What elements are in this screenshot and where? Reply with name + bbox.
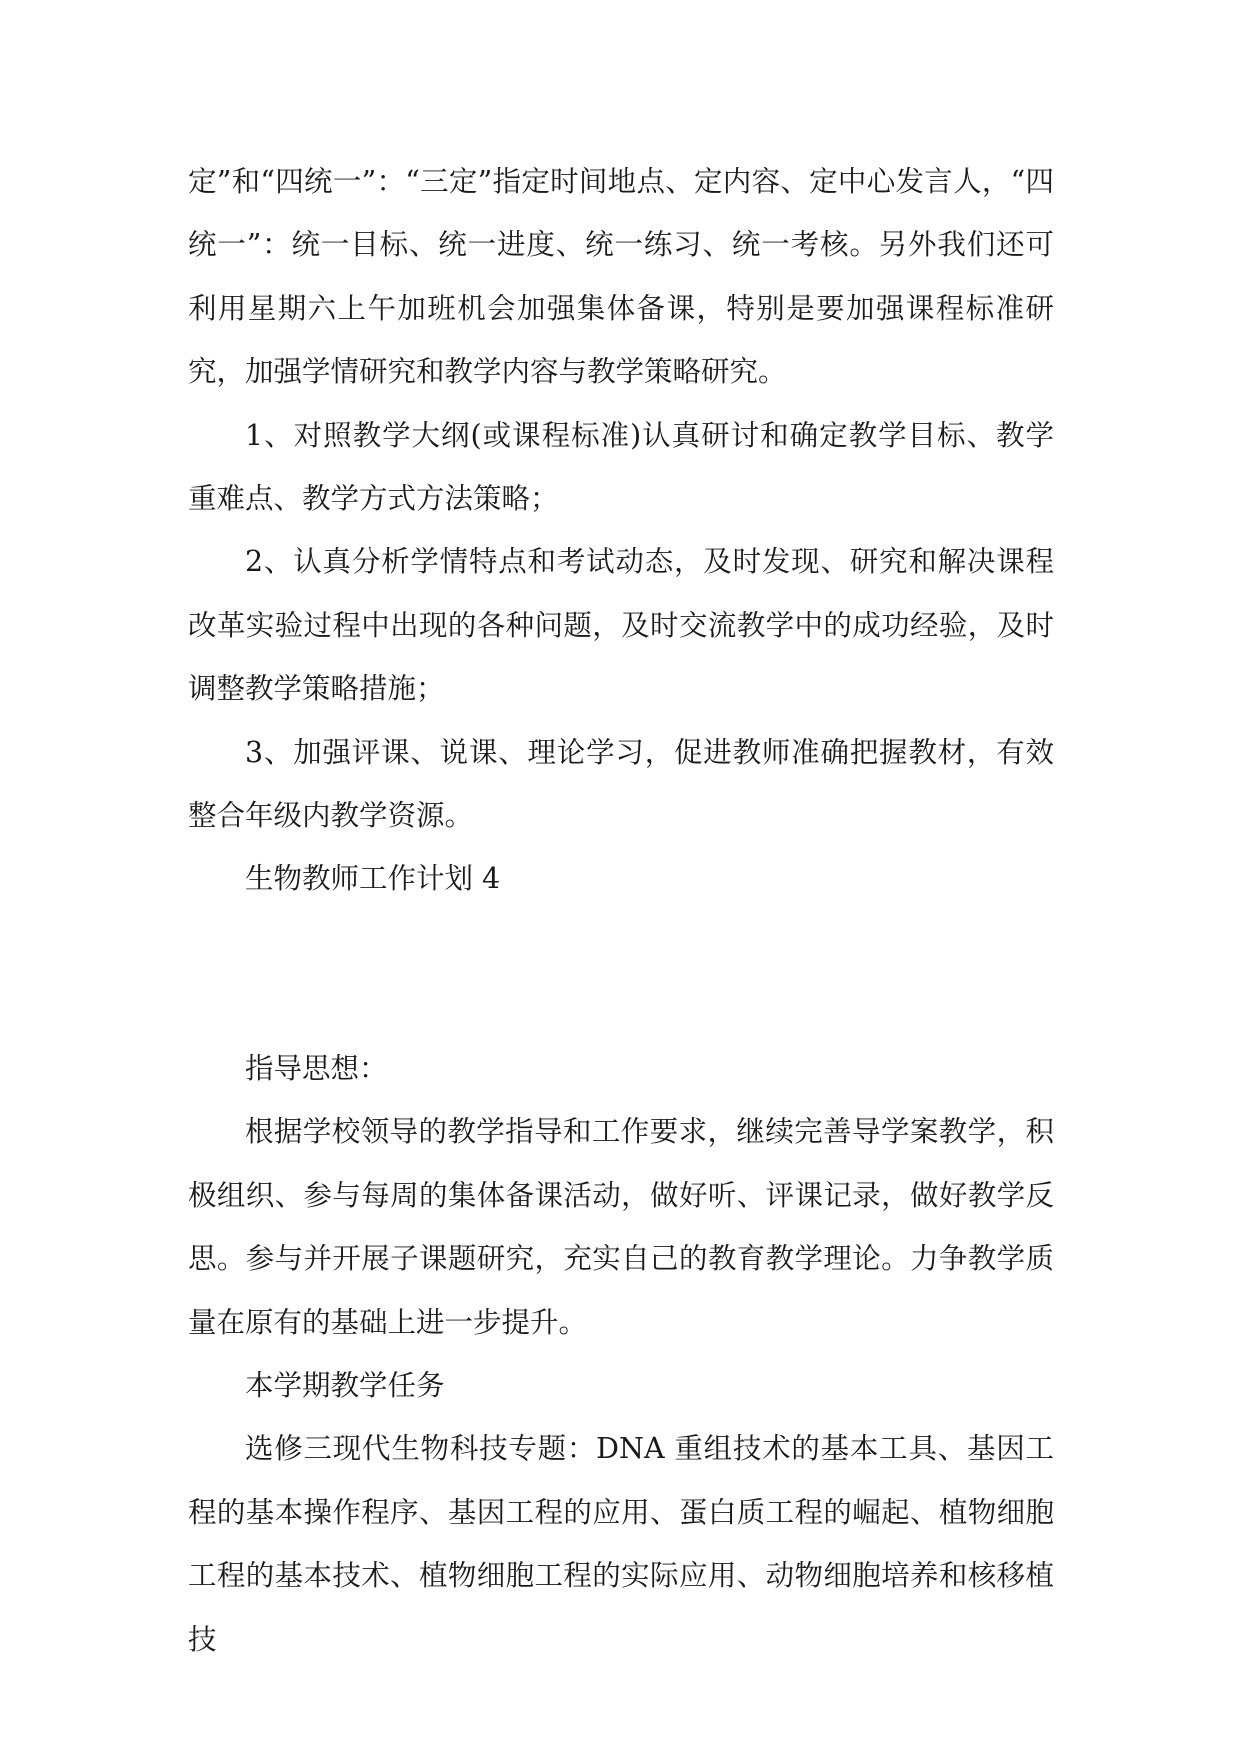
guiding-ideology-text: 根据学校领导的教学指导和工作要求，继续完善导学案教学，积极组织、参与每周的集体备课活动，做好听、评课记录，做好教学反思。参与并开展子课题研究，充实自己的教育教学理论。力争教学质量在原有的基础上进一步提升。 <box>188 1115 1054 1339</box>
section-title: 生物教师工作计划 4 <box>245 862 501 896</box>
document-body <box>188 150 1054 1671</box>
paragraph-collective-prep: 定”和“四统一”：“三定”指定时间地点、定内容、定中心发言人，“四统一”：统一目标、统一进度、统一练习、统一考核。另外我们还可利用星期六上午加班机会加强集体备课，特别是要加强课程标准研究，加强学情研究和教学内容与教学策略研究。 <box>188 165 1054 389</box>
teaching-task-label: 本学期教学任务 <box>245 1368 445 1402</box>
teaching-task-text: 选修三现代生物科技专题：DNA 重组技术的基本工具、基因工程的基本操作程序、基因工程的应用、蛋白质工程的崛起、植物细胞工程的基本技术、植物细胞工程的实际应用、动物细胞培养和核移植技 <box>188 1432 1054 1656</box>
guiding-ideology-label: 指导思想： <box>245 1051 388 1085</box>
list-item-1: 1、对照教学大纲(或课程标准)认真研讨和确定教学目标、教学重难点、教学方式方法策略； <box>188 418 1054 516</box>
section-spacer <box>188 911 1054 1037</box>
list-item-2: 2、认真分析学情特点和考试动态，及时发现、研究和解决课程改革实验过程中出现的各种问题，及时交流教学中的成功经验，及时调整教学策略措施； <box>188 545 1054 706</box>
list-item-3: 3、加强评课、说课、理论学习，促进教师准确把握教材，有效整合年级内教学资源。 <box>188 735 1054 833</box>
